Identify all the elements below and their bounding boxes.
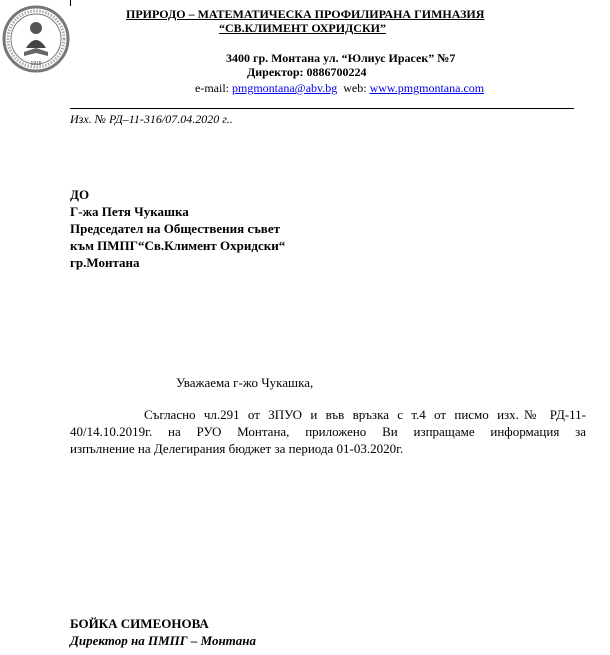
email-link[interactable]: pmgmontana@abv.bg [231, 81, 338, 95]
signatory-name: БОЙКА СИМЕОНОВА [70, 616, 209, 631]
top-margin-mark [70, 0, 71, 6]
svg-text:1915: 1915 [30, 61, 42, 67]
school-emblem-logo [2, 2, 70, 77]
recipient-position: Председател на Обществения съвет [70, 221, 280, 236]
contact-line [195, 81, 484, 96]
letter-body [70, 406, 586, 457]
body-line-1-text: Съгласно чл.291 от ЗПУО и във връзка с т.4 от писмо изх.№ РД-11- [144, 407, 586, 422]
school-name-line1: ПРИРОДО – МАТЕМАТИЧЕСКА ПРОФИЛИРАНА ГИМНАЗИЯ [126, 7, 485, 21]
recipient-organisation: към ПМПГ“Св.Климент Охридски“ [70, 238, 286, 253]
recipient-to: ДО [70, 187, 90, 202]
school-address: 3400 гр. Монтана ул. “Юлиус Ирасек” №7 [226, 51, 456, 65]
body-line-3: изпълнение на Делегирания бюджет за периода 01-03.2020г. [70, 441, 404, 456]
email-label: e-mail: [195, 81, 232, 95]
web-label: web: [337, 81, 370, 95]
signatory-title: Директор на ПМПГ – Монтана [70, 633, 257, 648]
school-name-line2: “СВ.КЛИМЕНТ ОХРИДСКИ” [219, 21, 386, 35]
header-divider [70, 108, 574, 109]
web-link[interactable]: www.pmgmontana.com [369, 81, 485, 95]
body-line-2: 40/14.10.2019г. на РУО Монтана, приложено Ви изпращаме информация за [70, 424, 586, 439]
body-line-1 [70, 406, 586, 423]
director-phone: Директор: 0886700224 [247, 65, 367, 79]
recipient-city: гр.Монтана [70, 255, 140, 270]
recipient-block [70, 186, 285, 271]
recipient-name: Г-жа Петя Чукашка [70, 204, 189, 219]
reference-number: Изх. № РД–11-316/07.04.2020 г.. [70, 112, 233, 126]
greeting: Уважаема г-жо Чукашка, [176, 375, 314, 390]
